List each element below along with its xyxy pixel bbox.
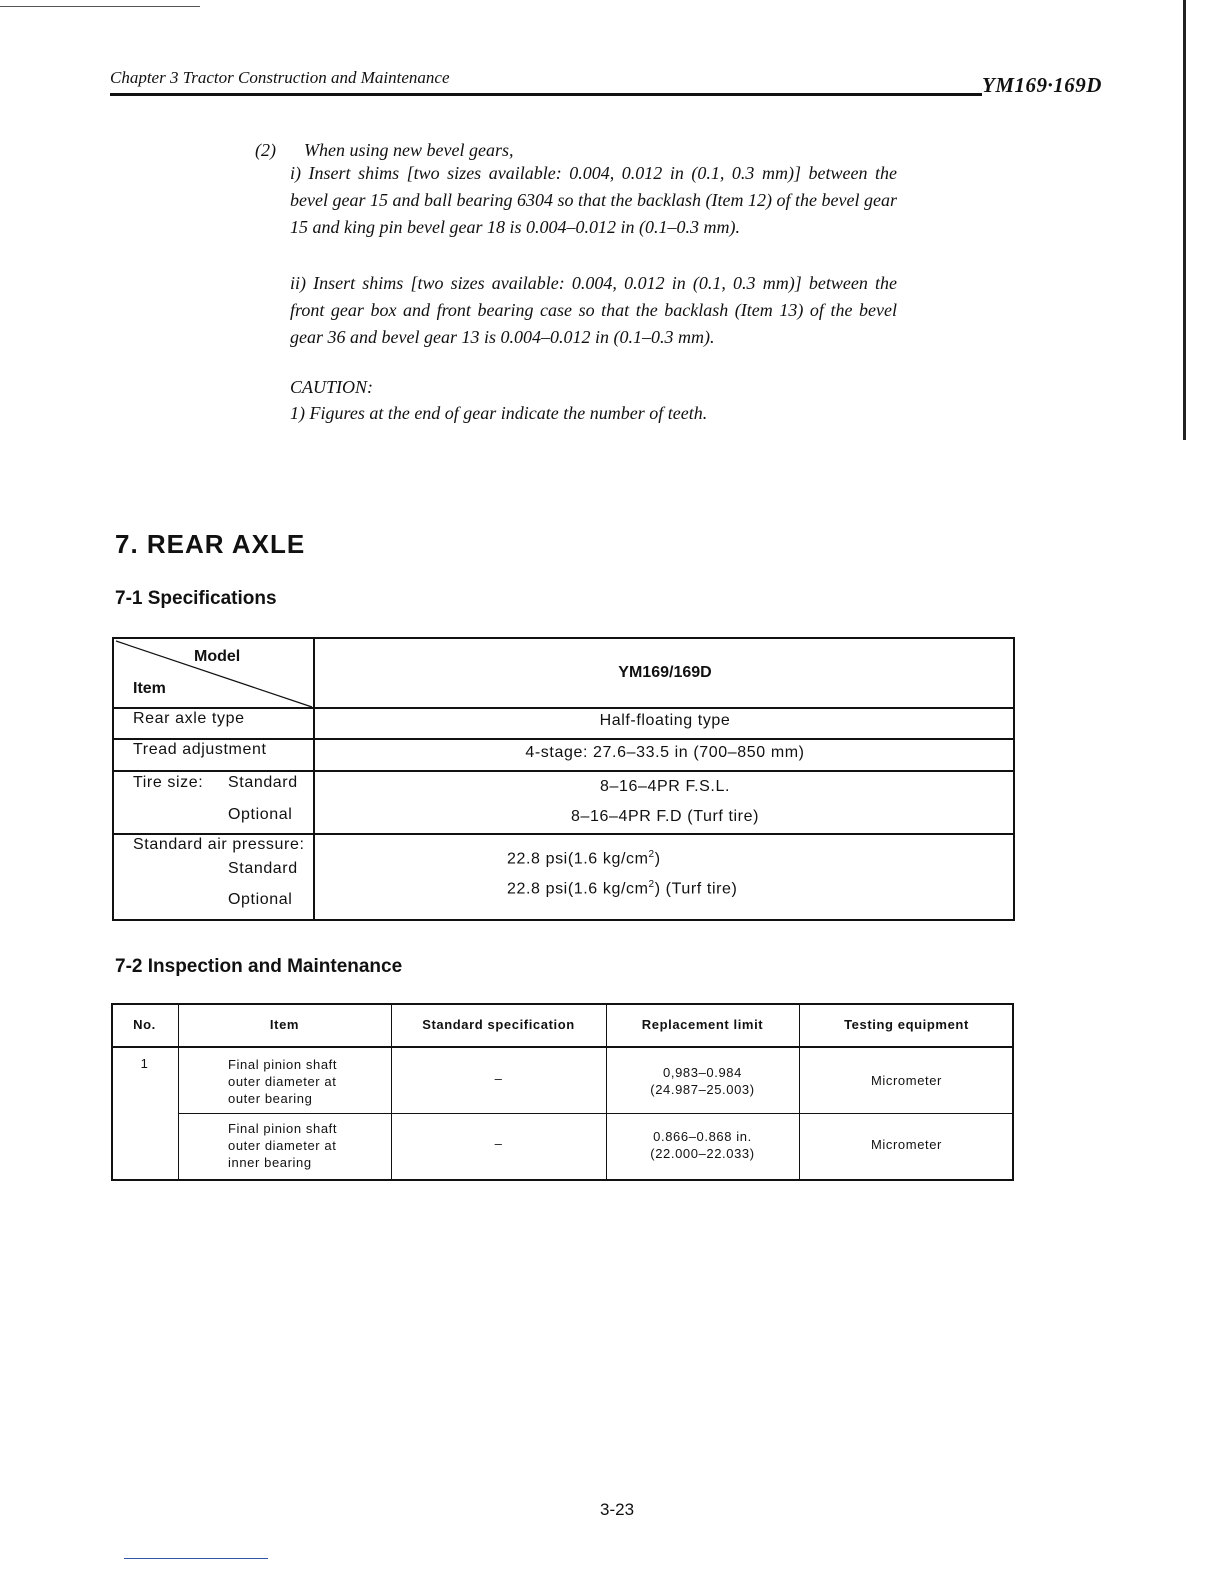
rear-axle-type-label: Rear axle type bbox=[133, 710, 245, 727]
inspection-table bbox=[111, 1003, 1014, 1181]
tire-label: Tire size: bbox=[133, 774, 204, 791]
header-rule bbox=[110, 93, 982, 96]
col-header-equipment: Testing equipment bbox=[844, 1017, 969, 1032]
col-header-standard: Standard specification bbox=[422, 1017, 575, 1032]
subsection-inspection: 7-2 Inspection and Maintenance bbox=[115, 956, 403, 977]
air-standard-label: Standard bbox=[228, 860, 298, 877]
header-item: Item bbox=[133, 680, 166, 697]
spec-table bbox=[112, 637, 1015, 921]
table-row-standard: – bbox=[494, 1071, 503, 1086]
table-row-limit: 0,983–0.984 (24.987–25.003) bbox=[650, 1065, 755, 1097]
tire-standard-value: 8–16–4PR F.S.L. bbox=[600, 778, 730, 795]
air-optional-value: 22.8 psi(1.6 $kg/cm^2$) (Turf tire) bbox=[507, 879, 738, 898]
subsection-specifications: 7-1 Specifications bbox=[115, 588, 277, 609]
table-row-limit: 0.866–0.868 in. (22.000–22.033) bbox=[650, 1129, 755, 1161]
scan-edge-line bbox=[0, 6, 200, 7]
table-row-standard: – bbox=[494, 1136, 503, 1151]
section-title: 7. REAR AXLE bbox=[115, 529, 306, 559]
tread-value: 4-stage: 27.6–33.5 in (700–850 mm) bbox=[525, 744, 805, 761]
tire-standard-label: Standard bbox=[228, 774, 298, 791]
instruction-ii: ii) Insert shims [two sizes available: 0.004, 0.012 in (0.1, 0.3 mm)] between the front gear box and front bearing case so that the backlash (Item 13) of the bevel gear 36 and bevel gear 13 is 0.004–0.012 in (0.1–0.3 mm). bbox=[290, 273, 897, 347]
scan-edge-line bbox=[124, 1558, 268, 1559]
step-label: (2) bbox=[255, 140, 276, 160]
caution-title: CAUTION: bbox=[290, 377, 374, 397]
col-header-limit: Replacement limit bbox=[641, 1017, 764, 1032]
model-name: YM169/169D bbox=[618, 664, 712, 681]
col-header-no: No. bbox=[133, 1017, 156, 1032]
air-standard-value: 22.8 psi(1.6 $kg/cm^2$) bbox=[507, 849, 661, 868]
table-row-equipment: Micrometer bbox=[870, 1073, 942, 1088]
table-row-item: Final pinion shaft outer diameter at inner bearing bbox=[228, 1121, 338, 1170]
tire-optional-label: Optional bbox=[228, 806, 293, 823]
caution-note: 1) Figures at the end of gear indicate the number of teeth. bbox=[290, 403, 708, 423]
air-optional-label: Optional bbox=[228, 891, 293, 908]
step-title: When using new bevel gears, bbox=[304, 140, 514, 160]
scan-edge-line bbox=[1183, 0, 1186, 440]
tire-optional-value: 8–16–4PR F.D (Turf tire) bbox=[570, 808, 760, 825]
row-number: 1 bbox=[140, 1056, 149, 1071]
tread-label: Tread adjustment bbox=[133, 741, 267, 758]
rear-axle-type-value: Half-floating type bbox=[599, 712, 731, 729]
chapter-title: Chapter 3 Tractor Construction and Maintenance bbox=[110, 68, 450, 87]
instruction-i: i) Insert shims [two sizes available: 0.004, 0.012 in (0.1, 0.3 mm)] between the bevel gear 15 and ball bearing 6304 so that the backlash (Item 12) of the bevel gear 15 and king pin bevel gear 18 is 0.004–0.012 in (0.1–0.3 mm). bbox=[290, 163, 897, 237]
page-number: 3-23 bbox=[600, 1500, 635, 1519]
table-row-item: Final pinion shaft outer diameter at outer bearing bbox=[228, 1057, 338, 1106]
col-header-item: Item bbox=[269, 1017, 300, 1032]
table-row-equipment: Micrometer bbox=[870, 1137, 942, 1152]
model-header: YM169·169D bbox=[982, 73, 1102, 97]
header-model: Model bbox=[194, 648, 241, 665]
air-pressure-label: Standard air pressure: bbox=[133, 836, 305, 853]
